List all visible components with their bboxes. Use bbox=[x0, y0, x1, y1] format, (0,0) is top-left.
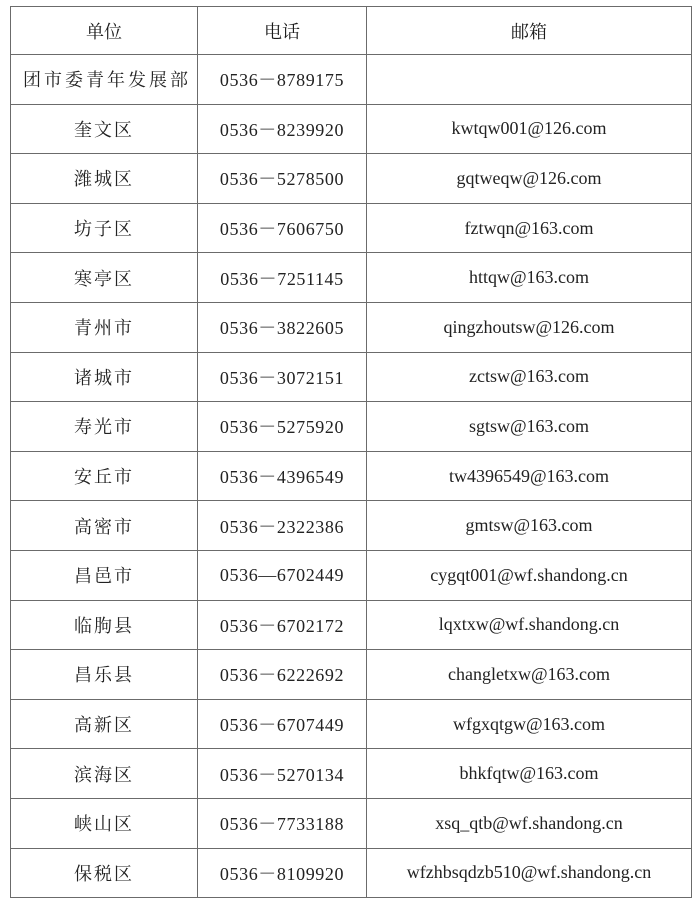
phone-cell: 0536－6222692 bbox=[198, 650, 367, 700]
table-row bbox=[11, 451, 692, 501]
email-cell: httqw@163.com bbox=[367, 253, 692, 303]
phone-cell: 0536－6707449 bbox=[198, 699, 367, 749]
phone-cell: 0536－5270134 bbox=[198, 749, 367, 799]
email-cell: zctsw@163.com bbox=[367, 352, 692, 402]
email-cell: bhkfqtw@163.com bbox=[367, 749, 692, 799]
unit-cell: 诸城市 bbox=[11, 352, 198, 402]
email-cell: sgtsw@163.com bbox=[367, 402, 692, 452]
unit-cell: 团市委青年发展部 bbox=[11, 55, 198, 105]
table-row bbox=[11, 501, 692, 551]
email-cell: cygqt001@wf.shandong.cn bbox=[367, 550, 692, 600]
table-row bbox=[11, 600, 692, 650]
table-row bbox=[11, 154, 692, 204]
unit-cell: 寿光市 bbox=[11, 402, 198, 452]
unit-cell: 保税区 bbox=[11, 848, 198, 898]
table-row bbox=[11, 848, 692, 898]
table-row bbox=[11, 402, 692, 452]
email-cell: qingzhoutsw@126.com bbox=[367, 302, 692, 352]
table-row bbox=[11, 302, 692, 352]
email-cell bbox=[367, 55, 692, 105]
table-header bbox=[11, 7, 692, 55]
table-row bbox=[11, 749, 692, 799]
header-unit: 单位 bbox=[11, 7, 198, 55]
email-cell: gqtweqw@126.com bbox=[367, 154, 692, 204]
phone-cell: 0536－8109920 bbox=[198, 848, 367, 898]
phone-cell: 0536－8239920 bbox=[198, 104, 367, 154]
phone-cell: 0536－5275920 bbox=[198, 402, 367, 452]
email-cell: tw4396549@163.com bbox=[367, 451, 692, 501]
phone-cell: 0536－3072151 bbox=[198, 352, 367, 402]
header-row bbox=[11, 7, 692, 55]
unit-cell: 高密市 bbox=[11, 501, 198, 551]
unit-cell: 高新区 bbox=[11, 699, 198, 749]
table-body bbox=[11, 55, 692, 898]
header-phone: 电话 bbox=[198, 7, 367, 55]
email-cell: gmtsw@163.com bbox=[367, 501, 692, 551]
unit-cell: 寒亭区 bbox=[11, 253, 198, 303]
phone-cell: 0536－7251145 bbox=[198, 253, 367, 303]
email-cell: kwtqw001@126.com bbox=[367, 104, 692, 154]
email-cell: lqxtxw@wf.shandong.cn bbox=[367, 600, 692, 650]
unit-cell: 安丘市 bbox=[11, 451, 198, 501]
phone-cell: 0536－7733188 bbox=[198, 798, 367, 848]
phone-cell: 0536－2322386 bbox=[198, 501, 367, 551]
phone-cell: 0536－5278500 bbox=[198, 154, 367, 204]
unit-cell: 坊子区 bbox=[11, 203, 198, 253]
table-row bbox=[11, 650, 692, 700]
phone-cell: 0536—6702449 bbox=[198, 550, 367, 600]
email-cell: wfgxqtgw@163.com bbox=[367, 699, 692, 749]
table-row bbox=[11, 550, 692, 600]
unit-cell: 奎文区 bbox=[11, 104, 198, 154]
contact-table bbox=[10, 6, 692, 898]
unit-cell: 临朐县 bbox=[11, 600, 198, 650]
unit-cell: 昌邑市 bbox=[11, 550, 198, 600]
unit-cell: 峡山区 bbox=[11, 798, 198, 848]
table-row bbox=[11, 798, 692, 848]
table-row bbox=[11, 352, 692, 402]
table-row bbox=[11, 699, 692, 749]
email-cell: fztwqn@163.com bbox=[367, 203, 692, 253]
table-row bbox=[11, 104, 692, 154]
phone-cell: 0536－7606750 bbox=[198, 203, 367, 253]
email-cell: xsq_qtb@wf.shandong.cn bbox=[367, 798, 692, 848]
unit-cell: 潍城区 bbox=[11, 154, 198, 204]
email-cell: changletxw@163.com bbox=[367, 650, 692, 700]
email-cell: wfzhbsqdzb510@wf.shandong.cn bbox=[367, 848, 692, 898]
table-row bbox=[11, 55, 692, 105]
phone-cell: 0536－8789175 bbox=[198, 55, 367, 105]
phone-cell: 0536－6702172 bbox=[198, 600, 367, 650]
header-email: 邮箱 bbox=[367, 7, 692, 55]
unit-cell: 昌乐县 bbox=[11, 650, 198, 700]
table-row bbox=[11, 203, 692, 253]
phone-cell: 0536－4396549 bbox=[198, 451, 367, 501]
table-row bbox=[11, 253, 692, 303]
unit-cell: 青州市 bbox=[11, 302, 198, 352]
phone-cell: 0536－3822605 bbox=[198, 302, 367, 352]
unit-cell: 滨海区 bbox=[11, 749, 198, 799]
